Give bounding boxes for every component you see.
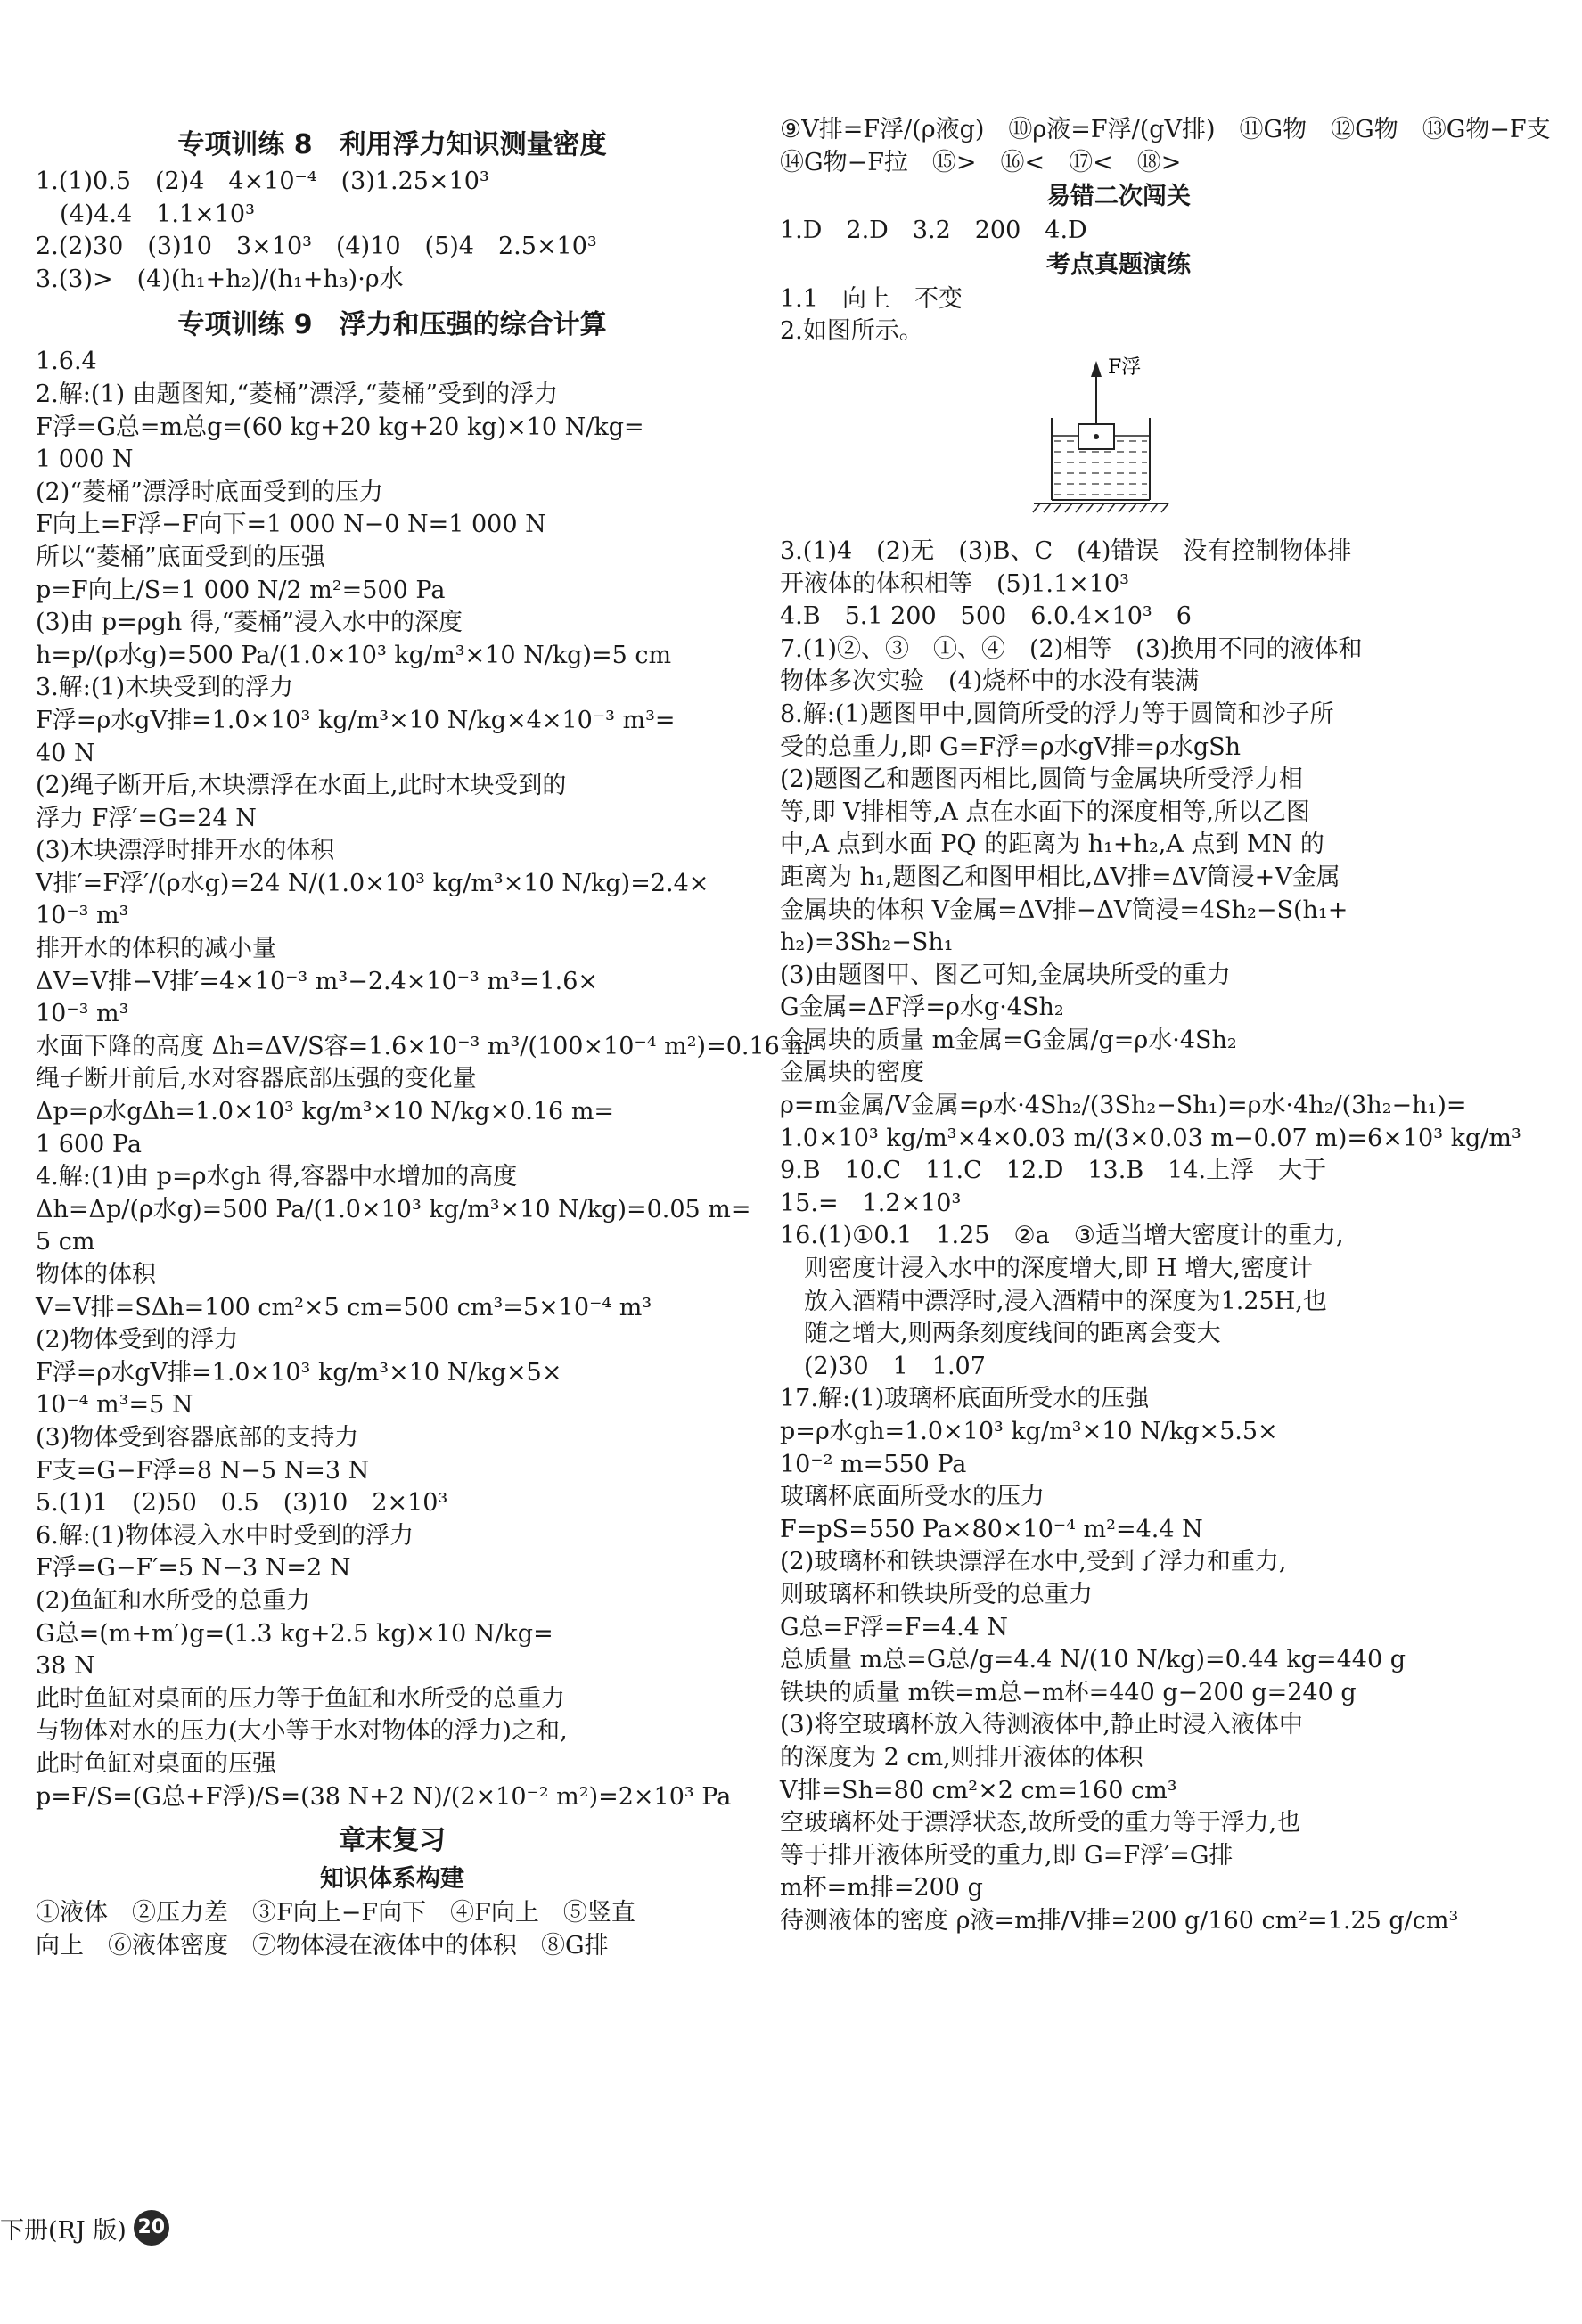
answer-line: F支=G−F浮=8 N−5 N=3 N	[36, 1456, 370, 1485]
answer-line: F浮=ρ水gV排=1.0×10³ kg/m³×10 N/kg×4×10⁻³ m³=	[36, 706, 676, 734]
answer-line: 3.解:(1)木块受到的浮力	[36, 674, 294, 702]
answer-line: 玻璃杯底面所受水的压力	[780, 1483, 1045, 1511]
answer-line: 17.解:(1)玻璃杯底面所受水的压强	[780, 1385, 1150, 1413]
answer-line: 6.解:(1)物体浸入水中时受到的浮力	[36, 1521, 414, 1550]
answer-line: 铁块的质量 m铁=m总−m杯=440 g−200 g=240 g	[780, 1678, 1357, 1706]
answer-line: 此时鱼缸对桌面的压力等于鱼缸和水所受的总重力	[36, 1684, 565, 1713]
section9-answers	[36, 346, 810, 1813]
answer-line: p=ρ水gh=1.0×10³ kg/m³×10 N/kg×5.5×	[780, 1418, 1278, 1445]
answer-line: h=p/(ρ水g)=500 Pa/(1.0×10³ kg/m³×10 N/kg)=5 cm	[36, 641, 672, 669]
answer-line: G总=(m+m′)g=(1.3 kg+2.5 kg)×10 N/kg=	[36, 1619, 553, 1648]
answer-line: ①液体 ②压力差 ③F向上−F向下 ④F向上 ⑤竖直	[36, 1899, 635, 1927]
answer-line: p=F向上/S=1 000 N/2 m²=500 Pa	[36, 576, 446, 604]
answer-line: 3.(1)4 (2)无 (3)B、C (4)错误 没有控制物体排	[780, 536, 1352, 565]
page-footer	[0, 2210, 169, 2246]
answer-line: 40 N	[36, 739, 95, 767]
answer-line: (2)“菱桶”漂浮时底面受到的压力	[36, 478, 383, 506]
left-column	[36, 125, 810, 1962]
buoyancy-diagram	[780, 348, 1457, 536]
answer-line: 放入酒精中漂浮时,浸入酒精中的深度为1.25H,也	[780, 1287, 1327, 1315]
answer-line: V排=Sh=80 cm²×2 cm=160 cm³	[780, 1776, 1177, 1804]
answer-line: 浮力 F浮′=G=24 N	[36, 804, 257, 832]
answer-line: 1 000 N	[36, 446, 134, 474]
answer-line: 1.1 向上 不变	[780, 284, 963, 313]
answer-line: (3)木块漂浮时排开水的体积	[36, 837, 335, 865]
answer-line: ⑨V排=F浮/(ρ液g) ⑩ρ液=F浮/(gV排) ⑪G物 ⑫G物 ⑬G物−F支	[780, 116, 1551, 143]
knowledge-continued	[780, 114, 1551, 179]
answer-line: 随之增大,则两条刻度线间的距离会变大	[780, 1320, 1221, 1348]
exam-answers-b	[780, 536, 1521, 1938]
answer-line: Δp=ρ水gΔh=1.0×10³ kg/m³×10 N/kg×0.16 m=	[36, 1098, 615, 1126]
answer-line: F浮=ρ水gV排=1.0×10³ kg/m³×10 N/kg×5×	[36, 1358, 562, 1387]
answer-line: 1.6.4	[36, 348, 97, 376]
answer-line: 10⁻² m=550 Pa	[780, 1450, 967, 1478]
answer-line: 的深度为 2 cm,则排开液体的体积	[780, 1743, 1143, 1772]
answer-line: 1.(1)0.5 (2)4 4×10⁻⁴ (3)1.25×10³	[36, 168, 489, 195]
exam-title: 考点真题演练	[1046, 250, 1191, 279]
right-column	[780, 114, 1551, 1938]
review-title: 章末复习	[339, 1825, 446, 1857]
answer-line: 金属块的密度	[780, 1059, 924, 1087]
answer-line: 9.B 10.C 11.C 12.D 13.B 14.上浮 大于	[780, 1157, 1327, 1185]
answer-line: F浮=G−F′=5 N−3 N=2 N	[36, 1554, 351, 1583]
answer-line: 则玻璃杯和铁块所受的总重力	[780, 1580, 1093, 1608]
answer-line: ρ=m金属/V金属=ρ水·4Sh₂/(3Sh₂−Sh₁)=ρ水·4h₂/(3h₂−h₁)=	[780, 1092, 1467, 1120]
answer-line: Δh=Δp/(ρ水g)=500 Pa/(1.0×10³ kg/m³×10 N/kg)=0.05 m=	[36, 1195, 751, 1223]
answer-line: 8.解:(1)题图甲中,圆筒所受的浮力等于圆筒和沙子所	[780, 700, 1334, 728]
answer-line: 15.= 1.2×10³	[780, 1189, 962, 1217]
answer-line: 绳子断开前后,水对容器底部压强的变化量	[36, 1065, 477, 1093]
answer-line: 10⁻⁴ m³=5 N	[36, 1391, 193, 1420]
page-number: 20	[134, 2210, 169, 2246]
answer-line: 7.(1)②、③ ①、④ (2)相等 (3)换用不同的液体和	[780, 634, 1363, 663]
exam-answers-a	[780, 283, 1457, 348]
section8-answers	[36, 166, 749, 296]
knowledge-answers	[36, 1897, 749, 1962]
answer-line: 3.(3)> (4)(h₁+h₂)/(h₁+h₃)·ρ水	[36, 265, 404, 293]
answer-line: 则密度计浸入水中的深度增大,即 H 增大,密度计	[780, 1255, 1313, 1283]
answer-line: (3)物体受到容器底部的支持力	[36, 1423, 359, 1452]
answer-line: 2.如图所示。	[780, 317, 923, 346]
answer-line: 所以“菱桶”底面受到的压强	[36, 543, 325, 571]
answer-line: 中,A 点到水面 PQ 的距离为 h₁+h₂,A 点到 MN 的	[780, 831, 1324, 859]
answer-line: F向上=F浮−F向下=1 000 N−0 N=1 000 N	[36, 511, 546, 539]
answer-line: 2.解:(1) 由题图知,“菱桶”漂浮,“菱桶”受到的浮力	[36, 380, 559, 408]
answer-line: F=pS=550 Pa×80×10⁻⁴ m²=4.4 N	[780, 1515, 1203, 1543]
edition-label: 下册(RJ 版)	[0, 2216, 127, 2245]
answer-line: G总=F浮=F=4.4 N	[780, 1613, 1009, 1641]
buoyancy-force-label: F浮	[1108, 356, 1142, 379]
answer-line: 1.0×10³ kg/m³×4×0.03 m/(3×0.03 m−0.07 m)=6×10³ kg/m³	[780, 1124, 1521, 1152]
answer-line: 等,即 V排相等,A 点在水面下的深度相等,所以乙图	[780, 798, 1310, 826]
section8-title: 专项训练 8 利用浮力知识测量密度	[177, 129, 607, 160]
answer-line: (3)由题图甲、图乙可知,金属块所受的重力	[780, 961, 1231, 989]
answer-line: 开液体的体积相等 (5)1.1×10³	[780, 569, 1129, 598]
answer-line: (2)绳子断开后,木块漂浮在水面上,此时木块受到的	[36, 772, 567, 800]
answer-line: V排′=F浮′/(ρ水g)=24 N/(1.0×10³ kg/m³×10 N/kg)=2.4×	[36, 869, 709, 897]
answer-line: (2)玻璃杯和铁块漂浮在水中,受到了浮力和重力,	[780, 1548, 1287, 1576]
answer-line: 向上 ⑥液体密度 ⑦物体浸在液体中的体积 ⑧G排	[36, 1931, 609, 1960]
answer-line: 受的总重力,即 G=F浮=ρ水gV排=ρ水gSh	[780, 732, 1242, 761]
knowledge-title: 知识体系构建	[320, 1865, 464, 1894]
answer-line: 排开水的体积的减小量	[36, 935, 276, 963]
answer-line: 1 600 Pa	[36, 1130, 142, 1158]
answer-line: 4.解:(1)由 p=ρ水gh 得,容器中水增加的高度	[36, 1163, 518, 1191]
answer-line: 此时鱼缸对桌面的压强	[36, 1749, 276, 1778]
buoyancy-figure	[780, 348, 1457, 536]
answer-line: 物体多次实验 (4)烧杯中的水没有装满	[780, 667, 1200, 696]
answer-line: (2)题图乙和题图丙相比,圆筒与金属块所受浮力相	[780, 765, 1303, 794]
answer-line: F浮=G总=m总g=(60 kg+20 kg+20 kg)×10 N/kg=	[36, 413, 644, 441]
answer-line: 4.B 5.1 200 500 6.0.4×10³ 6	[780, 602, 1192, 631]
answer-line: 16.(1)①0.1 1.25 ②a ③适当增大密度计的重力,	[780, 1222, 1344, 1250]
answer-line: 5 cm	[36, 1228, 95, 1256]
section9-title: 专项训练 9 浮力和压强的综合计算	[177, 309, 607, 341]
answer-line: 空玻璃杯处于漂浮状态,故所受的重力等于浮力,也	[780, 1809, 1301, 1837]
answer-line: V=V排=SΔh=100 cm²×5 cm=500 cm³=5×10⁻⁴ m³	[36, 1293, 652, 1322]
answer-line: m杯=m排=200 g	[780, 1874, 983, 1903]
answer-line: ΔV=V排−V排′=4×10⁻³ m³−2.4×10⁻³ m³=1.6×	[36, 967, 599, 995]
error-title: 易错二次闯关	[1046, 183, 1191, 211]
answer-line: 待测液体的密度 ρ液=m排/V排=200 g/160 cm²=1.25 g/cm³	[780, 1906, 1459, 1935]
answer-line: h₂)=3Sh₂−Sh₁	[780, 929, 954, 957]
answer-line: ⑭G物−F拉 ⑮> ⑯< ⑰< ⑱>	[780, 148, 1182, 176]
answer-line: 总质量 m总=G总/g=4.4 N/(10 N/kg)=0.44 kg=440 g	[780, 1646, 1406, 1674]
answer-line: 物体的体积	[36, 1261, 156, 1289]
answer-line: (4)4.4 1.1×10³	[36, 200, 255, 228]
answer-line: 金属块的质量 m金属=G金属/g=ρ水·4Sh₂	[780, 1026, 1237, 1054]
answer-line: 10⁻³ m³	[36, 902, 129, 930]
answer-line: 与物体对水的压力(大小等于水对物体的浮力)之和,	[36, 1717, 568, 1746]
answer-line: (2)鱼缸和水所受的总重力	[36, 1586, 311, 1615]
answer-line: (3)由 p=ρgh 得,“菱桶”浸入水中的深度	[36, 609, 463, 637]
answer-line: 水面下降的高度 Δh=ΔV/S容=1.6×10⁻³ m³/(100×10⁻⁴ m²)=0.16 m	[36, 1032, 810, 1060]
answer-line: 等于排开液体所受的重力,即 G=F浮′=G排	[780, 1841, 1234, 1870]
answer-line: 金属块的体积 V金属=ΔV排−ΔV筒浸=4Sh₂−S(h₁+	[780, 896, 1348, 924]
answer-line: 5.(1)1 (2)50 0.5 (3)10 2×10³	[36, 1489, 448, 1518]
answer-line: G金属=ΔF浮=ρ水g·4Sh₂	[780, 994, 1064, 1022]
answer-line: (3)将空玻璃杯放入待测液体中,静止时浸入液体中	[780, 1711, 1303, 1739]
answer-line: (2)物体受到的浮力	[36, 1326, 239, 1354]
answer-line: 38 N	[36, 1652, 95, 1681]
error-answers: 1.D 2.D 3.2 200 4.D	[780, 217, 1087, 245]
answer-line: 10⁻³ m³	[36, 1000, 129, 1028]
answer-line: (2)30 1 1.07	[780, 1352, 986, 1380]
answer-line: p=F/S=(G总+F浮)/S=(38 N+2 N)/(2×10⁻² m²)=2×10³ Pa	[36, 1782, 732, 1811]
answer-line: 距离为 h₁,题图乙和图甲相比,ΔV排=ΔV筒浸+V金属	[780, 863, 1340, 891]
answer-line: 2.(2)30 (3)10 3×10³ (4)10 (5)4 2.5×10³	[36, 233, 597, 261]
